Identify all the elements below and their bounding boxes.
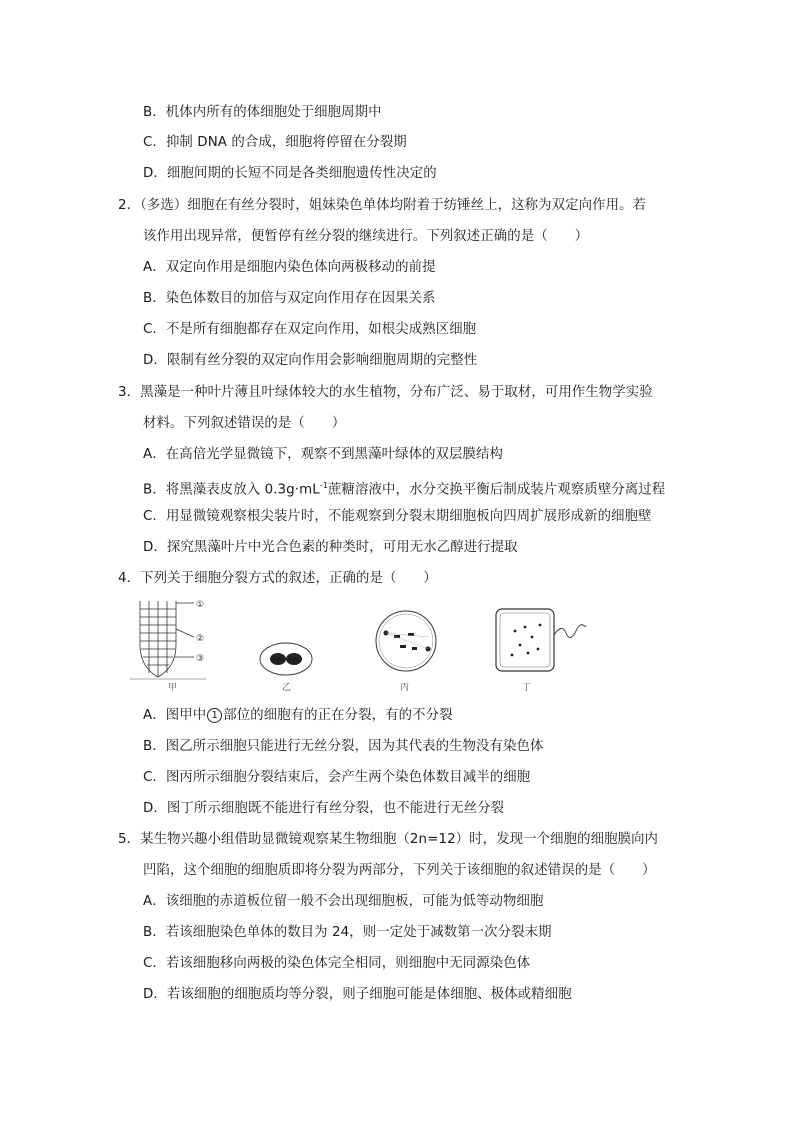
q3-stem-line1: 3．黑藻是一种叶片薄且叶绿体较大的水生植物，分布广泛、易于取材，可用作生物学实验 [118,385,653,400]
q3-option-d: D．探究黑藻叶片中光合色素的种类时，可用无水乙醇进行提取 [143,540,518,555]
q2-option-b: B．染色体数目的加倍与双定向作用存在因果关系 [143,291,436,306]
q4-option-a-pre: A．图甲中 [143,708,207,723]
q4-option-b: B．图乙所示细胞只能进行无丝分裂，因为其代表的生物没有染色体 [143,739,544,754]
q1-option-d: D．细胞间期的长短不同是各类细胞遗传性决定的 [143,166,437,181]
q2-stem-line1: 2．（多选）细胞在有丝分裂时，姐妹染色单体均附着于纺锤丝上，这称为双定向作用。若 [118,198,647,213]
q2-option-a: A．双定向作用是细胞内染色体向两极移动的前提 [143,260,436,275]
q4-figure-svg [130,597,590,693]
q2-option-c: C．不是所有细胞都存在双定向作用，如根尖成熟区细胞 [143,322,477,337]
marker-1: ① [196,600,205,610]
q3-option-b-sup: -1 [319,481,329,490]
figure-bing-mitotic-cell [376,611,436,671]
q5-option-a: A．该细胞的赤道板位留一般不会出现细胞板，可能为低等动物细胞 [143,894,544,909]
q4-option-a [143,706,453,726]
q2-stem-line2: 该作用出现异常，便暂停有丝分裂的继续进行。下列叙述正确的是（ ） [143,229,589,244]
q3-option-a: A．在高倍光学显微镜下，观察不到黑藻叶绿体的双层膜结构 [143,447,504,462]
figure-yi-dividing-cell [260,643,312,675]
q3-option-b-pre: B．将黑藻表皮放入 0.3g·mL [143,482,320,498]
q1-option-c: C．抑制 DNA 的合成，细胞将停留在分裂期 [143,135,407,150]
q4-option-a-post: 部位的细胞有的正在分裂，有的不分裂 [223,708,453,723]
figure-jia-root-tip [140,601,194,677]
q2-option-d: D．限制有丝分裂的双定向作用会影响细胞周期的完整性 [143,353,478,368]
q5-option-d: D．若该细胞的细胞质均等分裂，则子细胞可能是体细胞、极体或精细胞 [143,987,572,1002]
label-yi: 乙 [282,683,292,693]
q5-stem-line1: 5．某生物兴趣小组借助显微镜观察某生物细胞（2n=12）时，发现一个细胞的细胞膜向内 [118,832,659,847]
q5-option-c: C．若该细胞移向两极的染色体完全相同，则细胞中无同源染色体 [143,956,531,971]
label-jia: 甲 [168,683,178,693]
q5-stem-line2: 凹陷，这个细胞的细胞质即将分裂为两部分，下列关于该细胞的叙述错误的是（ ） [143,863,656,878]
q4-stem: 4．下列关于细胞分裂方式的叙述，正确的是（ ） [118,571,437,586]
circled-number-1: 1 [207,708,222,723]
marker-2: ② [196,634,205,644]
label-bing: 丙 [400,683,410,693]
q4-figures [130,597,590,693]
q4-option-d: D．图丁所示细胞既不能进行有丝分裂，也不能进行无丝分裂 [143,801,505,816]
label-ding: 丁 [522,683,532,693]
marker-3: ③ [196,654,205,664]
q3-option-c: C．用显微镜观察根尖装片时，不能观察到分裂末期细胞板向四周扩展形成新的细胞壁 [143,509,652,524]
q3-stem-line2: 材料。下列叙述错误的是（ ） [143,416,346,431]
figure-ding-cell [496,609,586,671]
q3-option-b [143,476,665,500]
q3-option-b-post: 蔗糖溶液中，水分交换平衡后制成装片观察质壁分离过程 [328,482,666,498]
q4-option-c: C．图丙所示细胞分裂结束后，会产生两个染色体数目减半的细胞 [143,770,531,785]
q5-option-b: B．若该细胞染色单体的数目为 24，则一定处于减数第一次分裂末期 [143,925,552,940]
q1-option-b: B．机体内所有的体细胞处于细胞周期中 [143,105,382,120]
